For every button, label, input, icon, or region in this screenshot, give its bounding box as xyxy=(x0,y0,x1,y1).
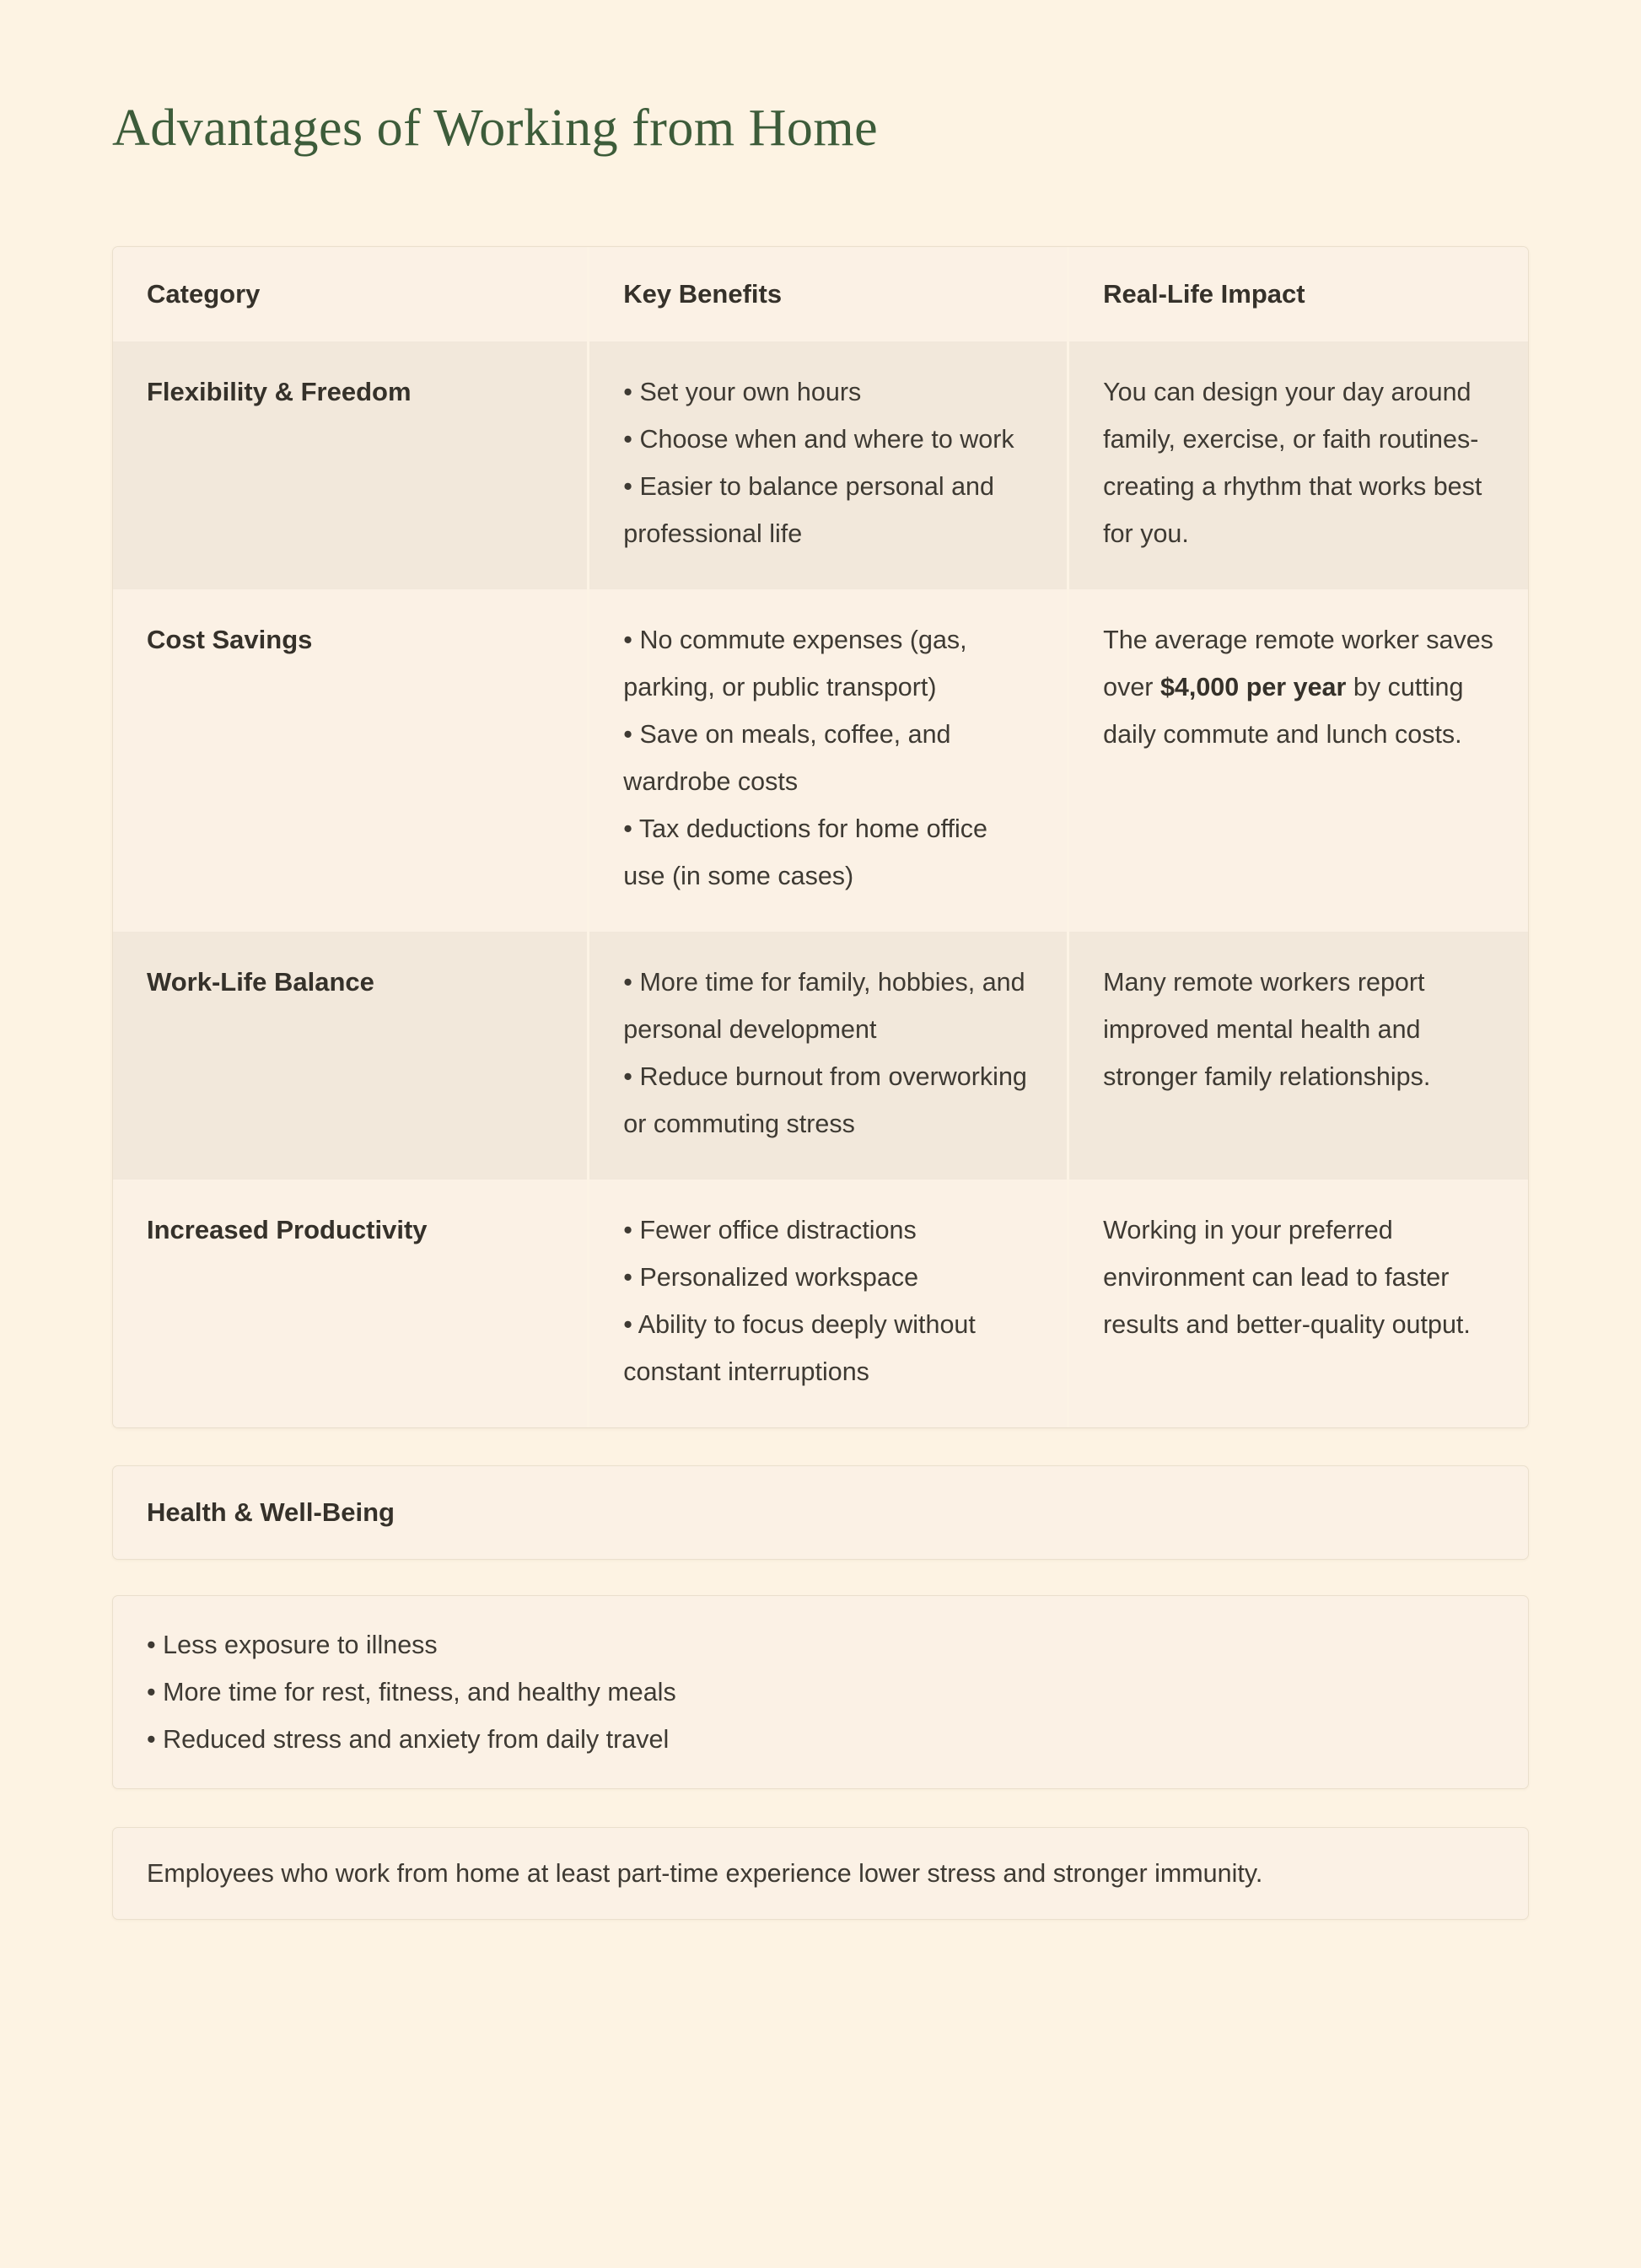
real-life-impact-cell xyxy=(1068,589,1528,932)
benefit-item: • Ability to focus deeply without constant interruptions xyxy=(623,1310,976,1387)
category-cell: Cost Savings xyxy=(113,589,589,932)
impact-text: The average remote worker saves over xyxy=(1103,626,1493,702)
comparison-table xyxy=(113,247,1528,1427)
impact-text: by cutting daily commute and lunch costs. xyxy=(1103,673,1464,750)
key-benefits-cell xyxy=(589,932,1068,1180)
benefit-item: • Save on meals, coffee, and wardrobe costs xyxy=(623,720,951,797)
table-header-row xyxy=(113,247,1528,341)
health-bullet-item: • Less exposure to illness xyxy=(147,1631,438,1660)
key-benefits-cell xyxy=(589,589,1068,932)
real-life-impact-cell xyxy=(1068,932,1528,1180)
health-bullet-item: • Reduced stress and anxiety from daily travel xyxy=(147,1725,670,1755)
health-bullets-box xyxy=(112,1595,1529,1789)
health-note-box xyxy=(112,1827,1529,1920)
impact-text: Working in your preferred environment can lead to faster results and better-quality output. xyxy=(1103,1216,1471,1340)
benefit-item: • Tax deductions for home office use (in some cases) xyxy=(623,814,988,891)
table-row xyxy=(113,1180,1528,1427)
health-note-text: Employees who work from home at least part-time experience lower stress and stronger immunity. xyxy=(147,1859,1263,1889)
impact-text-bold: $4,000 per year xyxy=(1159,673,1347,702)
benefit-item: • Fewer office distractions xyxy=(623,1216,917,1245)
benefit-item: • Easier to balance personal and professional life xyxy=(623,472,994,549)
impact-text: You can design your day around family, exercise, or faith routines-creating a rhythm that works best for you. xyxy=(1103,378,1482,549)
key-benefits-cell xyxy=(589,1180,1068,1427)
table-row xyxy=(113,589,1528,932)
column-header-key-benefits: Key Benefits xyxy=(589,247,1068,341)
health-bullet-item: • More time for rest, fitness, and healthy meals xyxy=(147,1678,676,1707)
category-cell: Increased Productivity xyxy=(113,1180,589,1427)
real-life-impact-cell xyxy=(1068,341,1528,589)
benefit-item: • No commute expenses (gas, parking, or public transport) xyxy=(623,626,967,702)
column-header-real-life-impact: Real-Life Impact xyxy=(1068,247,1528,341)
benefit-item: • Reduce burnout from overworking or commuting stress xyxy=(623,1062,1027,1139)
page-title: Advantages of Working from Home xyxy=(112,99,879,157)
health-section-heading-box xyxy=(112,1465,1529,1560)
table-row xyxy=(113,932,1528,1180)
document-page xyxy=(0,99,1641,1920)
category-cell: Flexibility & Freedom xyxy=(113,341,589,589)
benefit-item: • Set your own hours xyxy=(623,378,862,407)
benefit-item: • Personalized workspace xyxy=(623,1263,919,1293)
real-life-impact-cell xyxy=(1068,1180,1528,1427)
benefit-item: • Choose when and where to work xyxy=(623,425,1014,454)
advantages-table xyxy=(112,246,1529,1428)
table-row xyxy=(113,341,1528,589)
column-header-category: Category xyxy=(113,247,589,341)
category-cell: Work-Life Balance xyxy=(113,932,589,1180)
health-section-heading: Health & Well-Being xyxy=(147,1497,395,1528)
impact-text: Many remote workers report improved mental health and stronger family relationships. xyxy=(1103,968,1431,1092)
key-benefits-cell xyxy=(589,341,1068,589)
benefit-item: • More time for family, hobbies, and personal development xyxy=(623,968,1025,1045)
